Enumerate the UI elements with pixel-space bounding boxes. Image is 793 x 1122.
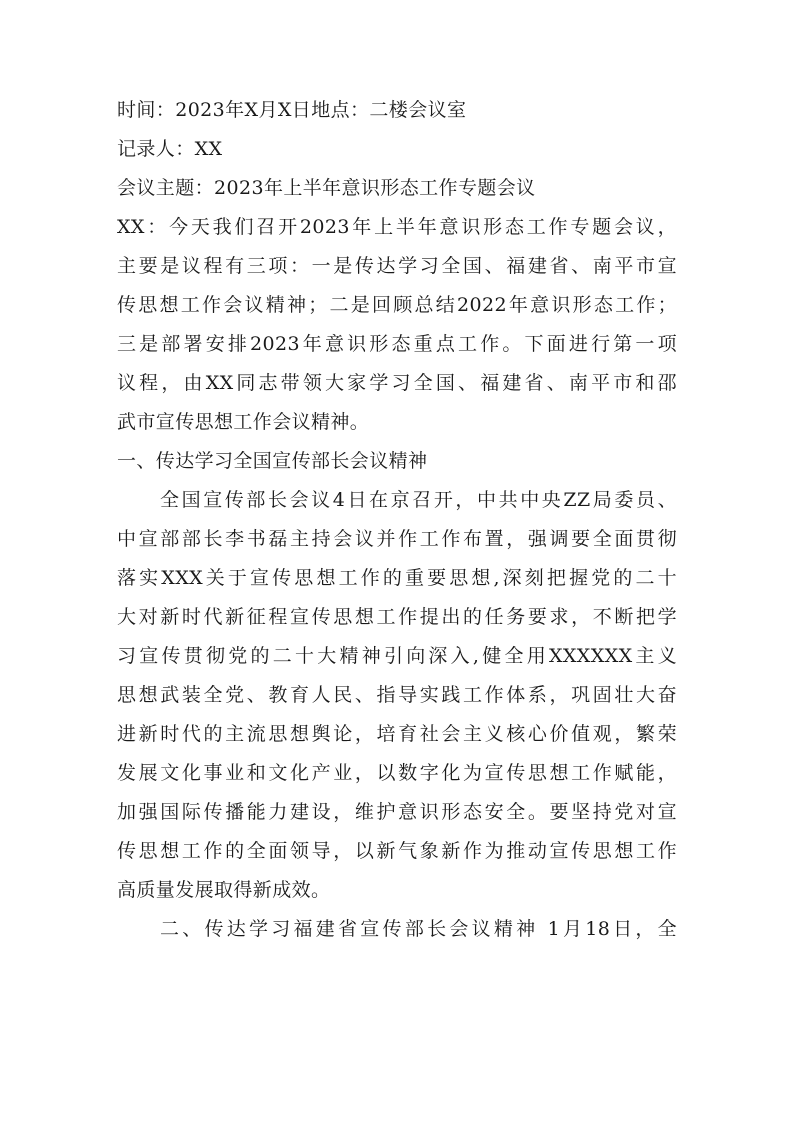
- intro-line: 三是部署安排2023年意识形态重点工作。下面进行第一项: [117, 333, 677, 355]
- intro-line: XX：今天我们召开2023年上半年意识形态工作专题会议，: [117, 216, 677, 238]
- section1-heading: 一、传达学习全国宣传部长会议精神: [117, 450, 428, 472]
- recorder-line: 记录人：XX: [117, 138, 223, 160]
- section1-line: 加强国际传播能力建设，维护意识形态安全。要坚持党对宣: [117, 801, 677, 823]
- section1-line: 发展文化事业和文化产业，以数字化为宣传思想工作赋能，: [117, 762, 677, 784]
- intro-line: 主要是议程有三项：一是传达学习全国、福建省、南平市宣: [117, 255, 677, 277]
- section2-first-line: 二、传达学习福建省宣传部长会议精神 1月18日，全: [160, 918, 677, 940]
- section1-line: 进新时代的主流思想舆论，培育社会主义核心价值观，繁荣: [117, 723, 677, 745]
- intro-line: 议程，由XX同志带领大家学习全国、福建省、南平市和邵: [117, 372, 677, 394]
- section1-line: 中宣部部长李书磊主持会议并作工作布置，强调要全面贯彻: [117, 528, 677, 550]
- section1-line: 思想武装全党、教育人民、指导实践工作体系，巩固壮大奋: [117, 684, 677, 706]
- section1-line: 高质量发展取得新成效。: [117, 879, 331, 901]
- meeting-minutes-body: [117, 91, 677, 949]
- time-place-line: 时间：2023年X月X日地点：二楼会议室: [117, 99, 467, 121]
- intro-line: 武市宣传思想工作会议精神。: [117, 411, 370, 433]
- section1-line: 全国宣传部长会议4日在京召开，中共中央ZZ局委员、: [160, 489, 677, 511]
- intro-line: 传思想工作会议精神；二是回顾总结2022年意识形态工作；: [117, 294, 677, 316]
- section1-line: 落实XXX关于宣传思想工作的重要思想,深刻把握党的二十: [117, 567, 677, 589]
- section1-line: 习宣传贯彻党的二十大精神引向深入,健全用XXXXXX主义: [117, 645, 677, 667]
- section1-line: 大对新时代新征程宣传思想工作提出的任务要求，不断把学: [117, 606, 677, 628]
- topic-line: 会议主题：2023年上半年意识形态工作专题会议: [117, 177, 536, 199]
- section1-line: 传思想工作的全面领导，以新气象新作为推动宣传思想工作: [117, 840, 677, 862]
